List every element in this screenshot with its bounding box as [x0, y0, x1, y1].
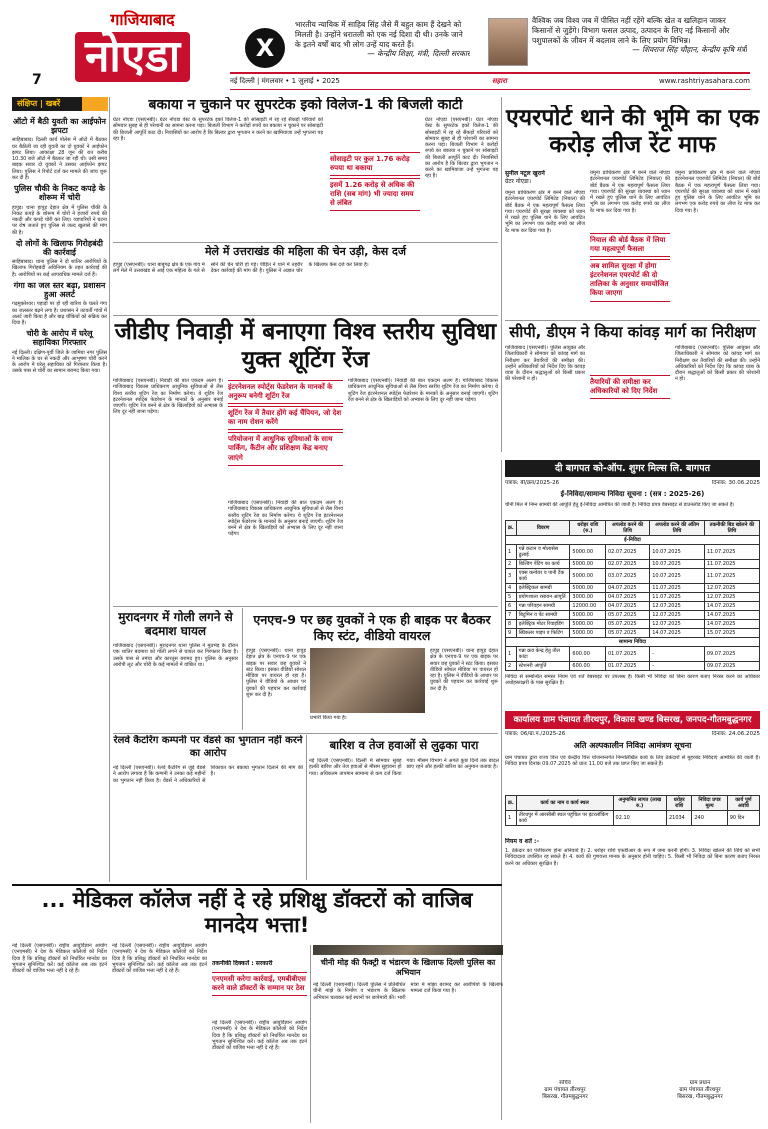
- medical-bullet-1: तकनीकी दिक्कतें : सरकारी: [212, 960, 273, 967]
- minister-quote-author: — शिवराज सिंह चौहान, केन्द्रीय कृषि मंत्री: [632, 45, 747, 55]
- table-row: [506, 602, 760, 611]
- tender-table: [505, 520, 760, 671]
- table-row: [506, 545, 760, 560]
- website-link[interactable]: www.rashtriyasahara.com: [658, 77, 750, 85]
- rail-body: नई दिल्ली (एसएनबी)। रेलवे कैटरिंग से जुड़े वेंडर्स ने आरोप लगाया है कि कम्पनी ने उनका कई महीनों का भुगतान नहीं किया है। वेंडर्स ने अधिकारियों से शिकायत कर बकाया भुगतान दिलाने की मांग की है।: [113, 765, 303, 784]
- table-section-label: ई-निविदा: [506, 536, 760, 545]
- headline-mele: मेले में उत्तराखंड की महिला की चेन उड़ी, केस दर्ज: [204, 245, 407, 258]
- tender2-title: अति अल्पकालीन निविदा आमंत्रण सूचना: [573, 741, 692, 750]
- photo-caption: प्रभारी किया गया है।: [310, 715, 347, 721]
- table-section-row: [506, 638, 760, 647]
- airport-body-cont-2: यमुना प्राधिकरण क्षेत्र में बनने वाले नोएडा इंटरनेशनल एयरपोर्ट लिमिटेड (नियाल) की बोर्ड बैठक में एक महत्वपूर्ण फैसला लिया गया। एयरपोर्ट की सुरक्षा व्यवस्था को ध्यान में रखते हुए पुलिस थाने के लिए आवंटित भूमि का लगभग एक करोड़ रुपये का लीज रेंट माफ कर दिया गया है।: [675, 170, 760, 214]
- table-cell: 05.07.2025: [605, 611, 649, 620]
- table-section-row: [506, 536, 760, 545]
- table-cell: बिटुमिन व पेंट सामग्री: [516, 611, 570, 620]
- table-cell: -: [650, 647, 705, 662]
- table-cell: इलेक्ट्रिक मोटर रिवाइंडिंग: [516, 620, 570, 629]
- gdi-body-cont-2: गाजियाबाद (एसएनबी)। निवाड़ी की बात एकदम अलग है। गाजियाबाद विकास प्राधिकरण आधुनिक सुविधाओं से लैस विश्व स्तरीय शूटिंग रेंज का निर्माण करेगा। ये शूटिंग रेंज इंटरनेशनल स्पोर्ट्स फेडरेशन के मानकों के अनुसार बनाई जाएगी। शूटिंग रेंज बनने से क्षेत्र के खिलाड़ियों को अभ्यास के लिए दूर नहीं जाना पड़ेगा।: [348, 378, 498, 403]
- gdi-body-cont: गाजियाबाद (एसएनबी)। निवाड़ी की बात एकदम अलग है। गाजियाबाद विकास प्राधिकरण आधुनिक सुविधाओं से लैस विश्व स्तरीय शूटिंग रेंज का निर्माण करेगा। ये शूटिंग रेंज इंटरनेशनल स्पोर्ट्स फेडरेशन के मानकों के अनुसार बनाई जाएगी। शूटिंग रेंज बनने से क्षेत्र के खिलाड़ियों को अभ्यास के लिए दूर नहीं जाना पड़ेगा।: [228, 500, 343, 538]
- table-cell: 11.07.2025: [650, 593, 705, 602]
- table-cell: 11.07.2025: [650, 584, 705, 593]
- table-cell: 7: [506, 611, 517, 620]
- minister-photo: [488, 18, 528, 66]
- briefs-column: [12, 114, 107, 884]
- table-cell: 14.07.2025: [704, 602, 759, 611]
- briefs-header-label: संक्षिप्त: [17, 99, 38, 108]
- tender2-meta: [505, 731, 760, 738]
- table-cell: 12.07.2025: [650, 620, 705, 629]
- table-cell: 8: [506, 620, 517, 629]
- table-header-cell: निविदा प्रपत्र मूल्य: [692, 796, 727, 811]
- table-cell: 14.07.2025: [704, 611, 759, 620]
- table-row: [506, 662, 760, 671]
- table-header-row: [506, 796, 760, 811]
- signature-secretary: सचिव ग्राम पंचायत तीरथपुर बिसरख, गौतमबुद्धनगर: [542, 1080, 588, 1100]
- table-header-cell: अपलोड करने की तिथि: [605, 521, 649, 536]
- headline-gdi: जीडीए निवाड़ी में बनाएगा विश्व स्तरीय सुविधा युक्त शूटिंग रेंज: [114, 319, 497, 374]
- gdi-body: गाजियाबाद (एसएनबी)। निवाड़ी की बात एकदम अलग है। गाजियाबाद विकास प्राधिकरण आधुनिक सुविधाओं से लैस विश्व स्तरीय शूटिंग रेंज का निर्माण करेगा। ये शूटिंग रेंज इंटरनेशनल स्पोर्ट्स फेडरेशन के मानकों के अनुसार बनाई जाएगी। शूटिंग रेंज बनने से क्षेत्र के खिलाड़ियों को अभ्यास के लिए दूर नहीं जाना पड़ेगा।: [113, 378, 223, 416]
- airport-bullet-1: नियाल की बोर्ड बैठक में लिया गया महत्वपूर्ण फैसला: [590, 233, 670, 257]
- table-cell: 600.00: [570, 647, 606, 662]
- table-header-cell: तकनीकी बिड खोलने की तिथि: [704, 521, 759, 536]
- gdi-bullets: [228, 380, 343, 468]
- cdm-body-cont: गाजियाबाद (एसएनबी)। पुलिस आयुक्त और जिलाधिकारी ने सोमवार को कांवड़ मार्ग का निरीक्षण कर तैयारियों की समीक्षा की। उन्होंने अधिकारियों को निर्देश दिए कि कांवड़ यात्रा के दौरान श्रद्धालुओं को किसी प्रकार की परेशानी न हो।: [675, 345, 760, 383]
- rain-body: नई दिल्ली (एसएनबी)। दिल्ली में सोमवार सुबह हल्की बारिश और तेज हवाओं से मौसम सुहावना हो गया। अधिकतम तापमान सामान्य से कम दर्ज किया गया। मौसम विभाग ने अगले कुछ दिनों तक बादल छाए रहने और हल्की बारिश का अनुमान जताया है।: [309, 758, 499, 777]
- table-cell: 240: [692, 811, 727, 826]
- table-header-cell: धरोहर राशि (रु.): [570, 521, 606, 536]
- table-cell: 04.07.2025: [605, 584, 649, 593]
- ncr-body-cont: हापुड़ (एसएनबी)। थाना हापुड़ देहात क्षेत्र के एनएच-9 पर एक बाइक पर सवार छह युवकों ने स्टंट किया। इसका वीडियो सोशल मीडिया पर वायरल हो रहा है। पुलिस ने वीडियो के आधार पर युवकों की पहचान कर कार्रवाई शुरू कर दी है।: [430, 648, 498, 692]
- table-cell: 5: [506, 593, 517, 602]
- table-cell: 1: [506, 545, 517, 560]
- table-cell: 90 दिन: [727, 811, 759, 826]
- bakaya-body-cont: ग्रेटर नोएडा (एसएनबी)। ग्रेटर नोएडा वेस्ट के सुपरटेक इको विलेज-1 की सोसाइटी में रह रहे सैकड़ों परिवारों को सोमवार सुबह से ही परेशानी का सामना करना पड़ा। बिजली विभाग ने करोड़ों रुपये का बकाया न चुकाने पर सोसाइटी की बिजली आपूर्ति काट दी। निवासियों का आरोप है कि बिल्डर द्वारा भुगतान न करने का खामियाजा उन्हें भुगतना पड़ रहा है।: [425, 117, 498, 180]
- airport-byline: [505, 170, 585, 185]
- brief-title: चोरी के आरोप में घरेलू सहायिका गिरफ्तार: [26, 329, 93, 348]
- table-header-cell: क्र.: [506, 521, 517, 536]
- table-cell: 04.07.2025: [605, 602, 649, 611]
- table-cell: बिल्डिंग पेंटिंग का कार्य: [516, 560, 570, 569]
- headline-cdm: सीपी, डीएम ने किया कांवड़ मार्ग का निरीक्षण: [509, 323, 756, 341]
- table-cell: 21034: [666, 811, 691, 826]
- table-cell: इलेक्ट्रिकल सामग्री: [516, 584, 570, 593]
- signature-pradhan: ग्राम प्रधान ग्राम पंचायत तीरथपुर बिसरख, गौतमबुद्धनगर: [677, 1080, 723, 1100]
- china-body: नई दिल्ली (एसएनबी)। दिल्ली पुलिस ने प्रतिबंधित चीनी मांझे के निर्माण व भंडारण के खिलाफ अभियान चलाकर कई स्थानों पर छापेमारी की। भारी मात्रा में मांझा बरामद कर आरोपियों के खिलाफ मामला दर्ज किया गया है।: [313, 982, 503, 1001]
- tender-intro: चीनी मिल में निम्न सामग्री की आपूर्ति हेतु ई-निविदा आमंत्रित की जाती है। निविदा प्रपत्र वेबसाइट से डाउनलोड किए जा सकते हैं।: [505, 502, 735, 508]
- minister-quote-text: वैश्विक जब विश्व जब में पीसित नहीं रहेंगे बल्कि खेत व खलिहान जाकर किसानों से जुड़ेंगे। विभाग फसल उत्पाद, उत्पादन के लिए नई किसानों और पशुपालकों के जीवन में बदलाव लाने के लिए प्रयोग विभिन्न।: [532, 16, 730, 45]
- table-cell: -: [650, 662, 705, 671]
- x-logo-icon: X: [245, 28, 285, 68]
- headline-medical: ... मेडिकल कॉलेज नहीं दे रहे प्रशिक्षु डॉक्टरों को वाजिब मानदेय भत्ता!: [41, 888, 473, 938]
- table-cell: 4: [506, 584, 517, 593]
- medical-body: नई दिल्ली (एसएनबी)। राष्ट्रीय आयुर्विज्ञान आयोग (एनएमसी) ने देश के मेडिकल कॉलेजों को निर्देश दिया है कि प्रशिक्षु डॉक्टरों को निर्धारित मानदेय का भुगतान सुनिश्चित करें। कई कॉलेज अब तक इंटर्न डॉक्टरों को वाजिब भत्ता नहीं दे रहे हैं।: [12, 943, 107, 974]
- brief-body: नई दिल्ली। दक्षिण-पूर्वी जिले के जामिया नगर पुलिस ने मालिक के घर से नकदी और आभूषण चोरी करने के आरोप में घरेलू सहायिका को गिरफ्तार किया है। उसके पास से चोरी का सामान बरामद किया गया।: [12, 349, 107, 375]
- table-cell: 15.07.2025: [704, 629, 759, 638]
- table-cell: 05.07.2025: [605, 620, 649, 629]
- tender-header: दी बागपत को-ऑप. शुगर मिल्स लि. बागपत: [505, 460, 760, 477]
- bakaya-bullets: [330, 152, 420, 213]
- headline-rain: बारिश व तेज हवाओं से लुढ़का पारा: [329, 738, 479, 752]
- dateline-date: नई दिल्ली | मंगलवार • 1 जुलाई • 2025: [230, 77, 340, 85]
- tender2-table: [505, 795, 760, 826]
- table-cell: 5000.00: [570, 611, 606, 620]
- table-cell: 01.07.2025: [605, 647, 649, 662]
- table-row: [506, 611, 760, 620]
- medical-bullets: [212, 960, 307, 998]
- bakaya-bullet-1: सोसाइटी पर कुल 1.76 करोड़ रुपया था बकाया: [330, 152, 420, 176]
- table-cell: 10.07.2025: [650, 569, 705, 584]
- stunt-photo: [310, 648, 425, 713]
- table-header-cell: अपलोड करने की अंतिम तिथि: [650, 521, 705, 536]
- gdi-bullet-3: परियोजना में आधुनिक सुविधाओं के साथ पार्किंग, कैंटीन और प्रशिक्षण केंद्र बनाए जाएंगे: [228, 432, 343, 465]
- table-cell: 5000.00: [570, 584, 606, 593]
- tender2-rules-title: नियम व शर्ते :-: [505, 838, 539, 845]
- table-cell: 12.07.2025: [704, 584, 759, 593]
- table-cell: 5000.00: [570, 545, 606, 560]
- tender-title: ई-निविदा/सामान्य निविदा सूचना : (सत्र : 2025-26): [560, 490, 705, 498]
- table-row: [506, 593, 760, 602]
- table-cell: प्रयोगशाला रसायन आपूर्ति: [516, 593, 570, 602]
- briefs-header-label-2: खबरें: [45, 99, 61, 108]
- table-cell: 5000.00: [570, 620, 606, 629]
- table-row: [506, 811, 760, 826]
- airport-body-cont: यमुना प्राधिकरण क्षेत्र में बनने वाले नोएडा इंटरनेशनल एयरपोर्ट लिमिटेड (नियाल) की बोर्ड बैठक में एक महत्वपूर्ण फैसला लिया गया। एयरपोर्ट की सुरक्षा व्यवस्था को ध्यान में रखते हुए पुलिस थाने के लिए आवंटित भूमि का लगभग एक करोड़ रुपये का लीज रेंट माफ कर दिया गया है।: [590, 170, 670, 214]
- table-section-label: सामान्य निविदा: [506, 638, 760, 647]
- cdm-body: गाजियाबाद (एसएनबी)। पुलिस आयुक्त और जिलाधिकारी ने सोमवार को कांवड़ मार्ग का निरीक्षण कर तैयारियों की समीक्षा की। उन्होंने अधिकारियों को निर्देश दिए कि कांवड़ यात्रा के दौरान श्रद्धालुओं को किसी प्रकार की परेशानी न हो।: [505, 345, 585, 383]
- table-cell: एक्स कन्वेयर व पानी टैंक कार्य: [516, 569, 570, 584]
- table-cell: 02.07.2025: [605, 545, 649, 560]
- table-row: [506, 647, 760, 662]
- medical-body-cont-2: नई दिल्ली (एसएनबी)। राष्ट्रीय आयुर्विज्ञान आयोग (एनएमसी) ने देश के मेडिकल कॉलेजों को निर्देश दिया है कि प्रशिक्षु डॉक्टरों को निर्धारित मानदेय का भुगतान सुनिश्चित करें। कई कॉलेज अब तक इंटर्न डॉक्टरों को वाजिब भत्ता नहीं दे रहे हैं।: [212, 1020, 307, 1051]
- table-cell: 5000.00: [570, 560, 606, 569]
- headline-bakaya: बकाया न चुकाने पर सुपरटेक इको विलेज-1 की बिजली काटी: [148, 97, 463, 113]
- tender-meta: [505, 480, 760, 487]
- byline-author: सुनील नटूल खुराने: [505, 170, 545, 177]
- table-cell: 01.07.2025: [605, 662, 649, 671]
- table-cell: 3: [506, 569, 517, 584]
- table-cell: 10.07.2025: [650, 560, 705, 569]
- table-cell: 03.07.2025: [605, 569, 649, 584]
- table-cell: तीरथपुर में आरसीसी स्थल पहुंचिल पर इंटरलॉकिंग कार्य: [516, 811, 613, 826]
- table-cell: 02.07.2025: [605, 560, 649, 569]
- table-header-row: [506, 521, 760, 536]
- tender2-header: कार्यालय ग्राम पंचायत तीरथपुर, विकास खण्ड बिसरख, जनपद-गौतमबुद्धनगर: [505, 711, 760, 729]
- airport-bullet-2: अब शामिल सुरक्षा में होगा इंटरनेशनल एयरपोर्ट की दो तालिका के अनुसार समायोजित किया जाएगा: [590, 259, 670, 301]
- column-divider: [306, 735, 307, 880]
- minister-quote: [532, 16, 747, 55]
- table-cell: 5000.00: [570, 629, 606, 638]
- table-cell: 9: [506, 629, 517, 638]
- tender-footer: निविदा से सम्बन्धित समस्त नियम एवं शर्तें वेबसाइट पर उपलब्ध हैं। किसी भी निविदा को बिना कारण बताए निरस्त करने का अधिकार अधोहस्ताक्षरी के पास सुरक्षित है।: [505, 674, 760, 687]
- gdi-bullet-2: शूटिंग रेंज में तैयार होंगे कई चैंपियन, जो देश का नाम रोशन करेंगे: [228, 406, 343, 430]
- column-divider: [242, 608, 243, 730]
- table-cell: 09.07.2025: [704, 662, 759, 671]
- table-cell: स्प्रिंकलर पाइप व फिटिंग: [516, 629, 570, 638]
- column-divider: [109, 97, 110, 882]
- brief-title: दो लोगों के खिलाफ गिरोहबंदी की कार्रवाई: [15, 238, 103, 257]
- table-cell: 02.10: [613, 811, 666, 826]
- murg-body: गाजियाबाद (एसएनबी)। मुरादनगर थाना पुलिस ने मुठभेड़ के दौरान एक शातिर बदमाश को गोली लगने से घायल कर गिरफ्तार किया है। उसके पास से तमंचा और कारतूस बरामद हुए। पुलिस के अनुसार आरोपी लूट और चोरी के कई मामलों में वांछित था।: [113, 643, 238, 668]
- brief-body: साहिबाबाद। दिल्ली कार्य पोलेस में ऑटो में बैठकर घर बैठीली जा रही युवती का दो युवकों ने आईफोन झपट लिया। आकांक्षा 28 जून की रात करीब 10.30 बजे ऑटो में बैठकर जा रही थी। उसी समय बाइक सवार दो युवकों ने उसका आईफोन झपट लिया। पुलिस ने रिपोर्ट दर्ज कर मामले की जांच शुरू कर दी है।: [12, 137, 107, 181]
- airport-bullets: [590, 233, 670, 304]
- medical-bullet-2: एनएमसी करेगा कार्रवाई, एमबीबीएस करने वाले डॉक्टरों के सम्मान पर ठेस: [212, 972, 307, 996]
- table-cell: स्टेशनरी आपूर्ति: [516, 662, 570, 671]
- table-body: [506, 811, 760, 826]
- masthead-quote: [295, 20, 470, 59]
- cdm-bullet: तैयारियों की समीक्षा कर अधिकारियों को दिए निर्देश: [590, 375, 670, 399]
- headline-airport: एयरपोर्ट थाने की भूमि का एक करोड़ लीज रेंट माफ: [505, 105, 760, 159]
- table-cell: 12.07.2025: [704, 593, 759, 602]
- section-divider: [505, 320, 760, 321]
- section-divider: [113, 606, 498, 607]
- brief-body: गढ़मुक्तेश्वर। पहाड़ों पर हो रही बारिश के चलते गंगा का जलस्तर बढ़ने लगा है। प्रशासन ने तटवर्ती गांवों में अलर्ट जारी किया है और बाढ़ चौकियों को सक्रिय कर दिया है।: [12, 301, 107, 326]
- tender-table-wrap: [505, 520, 760, 672]
- cdm-bullets: [590, 375, 670, 401]
- headline-rail: रेलवे कैटरिंग कम्पनी पर वेंडर्स का भुगतान नहीं करने का आरोप: [113, 735, 303, 759]
- table-cell: 5000.00: [570, 569, 606, 584]
- brief-title: गंगा का जल स्तर बढ़ा, प्रशासन हुआ अलर्ट: [13, 280, 106, 300]
- table-cell: 1: [506, 811, 517, 826]
- dateline-bar: [230, 72, 750, 90]
- table-row: [506, 629, 760, 638]
- table-cell: 04.07.2025: [605, 593, 649, 602]
- tender2-date: दिनांक: 24.06.2025: [711, 731, 760, 737]
- section-divider: [113, 315, 498, 316]
- ncr-body: हापुड़ (एसएनबी)। थाना हापुड़ देहात क्षेत्र के एनएच-9 पर एक बाइक पर सवार छह युवकों ने स्टंट किया। इसका वीडियो सोशल मीडिया पर वायरल हो रहा है। पुलिस ने वीडियो के आधार पर युवकों की पहचान कर कार्रवाई शुरू कर दी है।: [246, 648, 306, 698]
- table-cell: 11.07.2025: [704, 545, 759, 560]
- table-header-cell: विवरण: [516, 521, 570, 536]
- table-row: [506, 584, 760, 593]
- table-header-cell: कार्य पूर्ण अवधि: [727, 796, 759, 811]
- brief-body: हापुड़। थाना हापुड़ देहात क्षेत्र में पुलिस चौकी के निकट कपड़े के शोरूम में चोरों ने हजारों रुपये की नकदी और कपड़े चोरी कर लिए। व्यापारियों ने घटना पर रोष जताते हुए पुलिस से जल्द खुलासे की मांग की है।: [12, 204, 107, 236]
- table-header-cell: क्र.: [506, 796, 517, 811]
- masthead-logo: [30, 10, 215, 95]
- tender2-ref: पत्रांक: 06/ग्रा.पं./2025-26: [505, 731, 566, 737]
- table-cell: 12.07.2025: [650, 611, 705, 620]
- table-cell: 2: [506, 662, 517, 671]
- tender-ref: पत्रांक: बी/क्रय/2025-26: [505, 480, 560, 486]
- headline-ncr: एनएच-9 पर छह युवकों ने एक ही बाइक पर बैठकर किए स्टंट, वीडियो वायरल: [253, 612, 491, 643]
- gdi-bullet-1: इंटरनेशनल स्पोर्ट्स फेडरेशन के मानकों के अनुरूप बनेगी शूटिंग रेंज: [228, 380, 343, 404]
- table-header-cell: धरोहर राशि: [666, 796, 691, 811]
- table-cell: 09.07.2025: [704, 647, 759, 662]
- table-header-cell: अनुमानित लागत (लाख रु.): [613, 796, 666, 811]
- table-body: [506, 536, 760, 671]
- brief-body: साहिबाबाद। थाना पुलिस ने दो शातिर आरोपियों के खिलाफ गिरोहबंदी अधिनियम के तहत कार्रवाई की है। आरोपियों पर कई आपराधिक मामले दर्ज हैं।: [12, 259, 107, 278]
- headline-china: चीनी मोड़ की फैक्ट्री व भंडारण के खिलाफ दिल्ली पुलिस का अभियान: [320, 958, 496, 977]
- tender2-table-wrap: [505, 795, 760, 835]
- table-cell: 6: [506, 602, 517, 611]
- table-cell: 10.07.2025: [650, 545, 705, 560]
- table-cell: 2: [506, 560, 517, 569]
- table-cell: 12.07.2025: [650, 602, 705, 611]
- table-cell: 11.07.2025: [704, 569, 759, 584]
- airport-body: यमुना प्राधिकरण क्षेत्र में बनने वाले नोएडा इंटरनेशनल एयरपोर्ट लिमिटेड (नियाल) की बोर्ड बैठक में एक महत्वपूर्ण फैसला लिया गया। एयरपोर्ट की सुरक्षा व्यवस्था को ध्यान में रखते हुए पुलिस थाने के लिए आवंटित भूमि का लगभग एक करोड़ रुपये का लीज रेंट माफ कर दिया गया है।: [505, 190, 585, 234]
- medical-body-cont: नई दिल्ली (एसएनबी)। राष्ट्रीय आयुर्विज्ञान आयोग (एनएमसी) ने देश के मेडिकल कॉलेजों को निर्देश दिया है कि प्रशिक्षु डॉक्टरों को निर्धारित मानदेय का भुगतान सुनिश्चित करें। कई कॉलेज अब तक इंटर्न डॉक्टरों को वाजिब भत्ता नहीं दे रहे हैं।: [112, 943, 207, 974]
- table-row: [506, 620, 760, 629]
- quote-text: भारतीय न्यायिक में साहिब सिंह जैसे मैं बहुत काम हैं देखने को मिलती है। उन्होंने धरातली को एक नई दिशा दी थी। उनके जाने के इतने वर्षों बाद भी लोग उन्हें याद करते हैं।: [295, 20, 463, 49]
- mele-body: हापुड़ (एसएनबी)। थाना बाबूगढ़ क्षेत्र के एक गांव में लगे मेले में उत्तराखंड से आई एक महिला के गले से सोने की चेन चोरी हो गई। पीड़ित ने थाने में तहरीर देकर कार्रवाई की मांग की है। पुलिस ने अज्ञात चोर के खिलाफ केस दर्ज कर लिया है।: [113, 262, 369, 275]
- briefs-header-accent: [82, 97, 108, 111]
- table-header-cell: कार्य का नाम व कार्य स्थल: [516, 796, 613, 811]
- tender-date: दिनांक: 30.06.2025: [711, 480, 760, 486]
- table-cell: गन्ने कटान व मोलासेस ढुलाई: [516, 545, 570, 560]
- briefs-header: संक्षिप्त | खबरें: [12, 97, 82, 111]
- brief-title: पुलिस चौकी के निकट कपड़े के शोरूम में चोरी: [14, 184, 105, 203]
- table-cell: 3000.00: [570, 593, 606, 602]
- column-divider: [310, 945, 311, 1123]
- table-cell: 14.07.2025: [704, 620, 759, 629]
- headline-murg: मुरादनगर में गोली लगने से बदमाश घायल: [118, 610, 233, 639]
- byline-place: ग्रेटर नोएडा।: [505, 177, 532, 185]
- column-divider: [501, 97, 502, 452]
- quote-author: — केन्द्रीय शिक्षा, मंत्री, दिल्ली सरकार: [367, 49, 470, 59]
- section-divider: [113, 733, 498, 734]
- table-cell: गन्ना क्रय केन्द्र हेतु तौल कांटा: [516, 647, 570, 662]
- china-strip-photo: [313, 945, 503, 955]
- tender2-rules: 1. ठेकेदार का पंजीकरण होना अनिवार्य है। 2. धरोहर राशि एफडीआर के रूप में जमा करनी होगी। 3. निविदा खोलने की तिथि को सभी निविदादाता उपस्थित रह सकते हैं। 4. कार्य की गुणवत्ता मानक के अनुसार होनी चाहिए। 5. किसी भी निविदा को बिना कारण बताए निरस्त करने का अधिकार सुरक्षित है।: [505, 848, 760, 867]
- page-number: 7: [32, 72, 42, 88]
- table-cell: 600.00: [570, 662, 606, 671]
- brief-title: ऑटो में बैठी युवती का आईफोन झपटा: [12, 117, 106, 136]
- table-row: [506, 569, 760, 584]
- table-cell: 1: [506, 647, 517, 662]
- section-divider: [12, 884, 502, 886]
- table-cell: 12000.00: [570, 602, 606, 611]
- table-cell: 05.07.2025: [605, 629, 649, 638]
- masthead-city: गाजियाबाद: [110, 10, 175, 29]
- brand-name: सहारा: [491, 77, 507, 85]
- bakaya-body: ग्रेटर नोएडा (एसएनबी)। ग्रेटर नोएडा वेस्ट के सुपरटेक इको विलेज-1 की सोसाइटी में रह रहे सैकड़ों परिवारों को सोमवार सुबह से ही परेशानी का सामना करना पड़ा। बिजली विभाग ने करोड़ों रुपये का बकाया न चुकाने पर सोसाइटी की बिजली आपूर्ति काट दी। निवासियों का आरोप है कि बिल्डर द्वारा भुगतान न करने का खामियाजा उन्हें भुगतना पड़ रहा है।: [113, 117, 323, 142]
- section-divider: [113, 242, 498, 243]
- table-cell: 11.07.2025: [704, 560, 759, 569]
- tender2-body: ग्राम पंचायत द्वारा राज्य वित्त एवं केन्द्रीय वित्त योजनान्तर्गत निम्नलिखित कार्य के लिए ठेकेदारों से मुहरबंद निविदाएं आमंत्रित की जाती हैं। निविदा प्रपत्र दिनांक 09.07.2025 को प्रातः 11.00 बजे तक प्राप्त किए जा सकते हैं।: [505, 755, 760, 768]
- table-row: [506, 560, 760, 569]
- table-cell: 14.07.2025: [650, 629, 705, 638]
- bakaya-bullet-2: इसमें 1.26 करोड़ से अधिक की राशि (सब मांग) भी ज्यादा समय से लंबित: [330, 178, 420, 211]
- table-cell: गन्ना परिवहन सामग्री: [516, 602, 570, 611]
- masthead-title: नोएडा: [75, 32, 190, 82]
